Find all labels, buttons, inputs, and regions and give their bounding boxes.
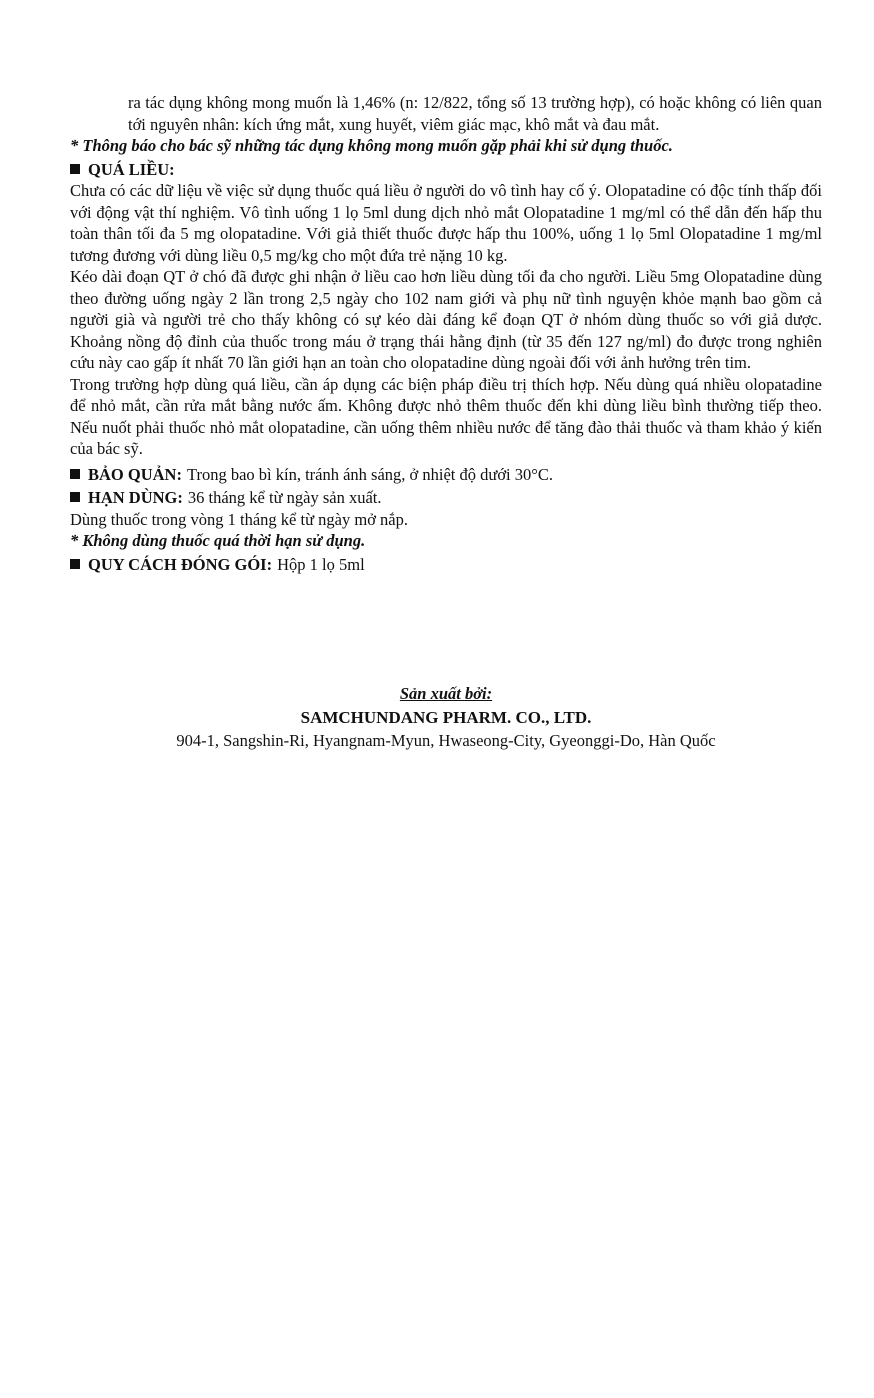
square-bullet-icon	[70, 559, 80, 569]
shelf-life-label: HẠN DÙNG:	[88, 488, 183, 507]
company-name: SAMCHUNDANG PHARM. CO., LTD.	[300, 707, 592, 727]
document-body	[70, 92, 822, 575]
notice-doctor: * Thông báo cho bác sỹ những tác dụng không mong muốn gặp phải khi sử dụng thuốc.	[70, 136, 673, 155]
expiry-warning: * Không dùng thuốc quá thời hạn sử dụng.	[70, 531, 366, 550]
company-address: 904-1, Sangshin-Ri, Hyangnam-Myun, Hwaseong-City, Gyeonggi-Do, Hàn Quốc	[176, 731, 716, 750]
square-bullet-icon	[70, 469, 80, 479]
packaging-row	[70, 554, 822, 576]
storage-text: Trong bao bì kín, tránh ánh sáng, ở nhiệt độ dưới 30°C.	[186, 464, 553, 484]
packaging-label: QUY CÁCH ĐÓNG GÓI:	[88, 554, 273, 574]
square-bullet-icon	[70, 492, 80, 502]
overdose-heading	[70, 159, 822, 181]
overdose-title: QUÁ LIỀU:	[88, 159, 175, 179]
storage-row	[70, 464, 822, 486]
shelf-life-row	[70, 487, 822, 509]
made-by-label: Sản xuất bởi:	[399, 684, 493, 703]
square-bullet-icon	[70, 164, 80, 174]
side-effects-continued: ra tác dụng không mong muốn là 1,46% (n: 12/822, tổng số 13 trường hợp), có hoặc không có liên quan tới nguyên nhân: kích ứng mắt, xung huyết, viêm giác mạc, khô mắt và đau mắt.	[128, 93, 822, 134]
overdose-paragraph-2: Kéo dài đoạn QT ở chó đã được ghi nhận ở liều cao hơn liều dùng tối đa cho người. Liều 5mg Olopatadine dùng theo đường uống ngày 2 lần trong 2,5 ngày cho 102 nam giới và phụ nữ tình nguyện khỏe mạnh bao gồm cả người già và người trẻ cho thấy không có sự kéo dài đáng kể đoạn QT ở nhóm dùng thuốc so với giả dược. Khoảng nồng độ đỉnh của thuốc trong máu ở trạng thái hằng định (từ 35 đến 127 ng/ml) đo được trong nghiên cứu này cao gấp ít nhất 70 lần giới hạn an toàn cho olopatadine dùng ngoài đối với ảnh hưởng trên tim.	[70, 267, 822, 372]
packaging-text: Hộp 1 lọ 5ml	[277, 554, 365, 574]
overdose-paragraph-3: Trong trường hợp dùng quá liều, cần áp dụng các biện pháp điều trị thích hợp. Nếu dùng quá nhiều olopatadine để nhỏ mắt, cần rửa mắt bằng nước ấm. Không được nhỏ thêm thuốc đến khi dùng liều bình thường tiếp theo. Nếu nuốt phải thuốc nhỏ mắt olopatadine, cần uống thêm nhiều nước để tăng đào thải thuốc và tham khảo ý kiến của bác sỹ.	[70, 374, 822, 458]
shelf-life-text: 36 tháng kể từ ngày sản xuất.	[187, 488, 382, 507]
storage-label: BẢO QUẢN:	[88, 464, 182, 484]
after-opening-text: Dùng thuốc trong vòng 1 tháng kể từ ngày mở nắp.	[70, 509, 408, 529]
overdose-paragraph-1: Chưa có các dữ liệu về việc sử dụng thuốc quá liều ở người do vô tình hay cố ý. Olopatadine có độc tính thấp đối với động vật thí nghiệm. Vô tình uống 1 lọ 5ml dung dịch nhỏ mắt Olopatadine 1 mg/ml có thể dẫn đến hấp thu toàn thân tối đa 5 mg olopatadine. Với giả thiết thuốc được hấp thu 100%, uống 1 lọ 5ml Olopatadine 1 mg/ml tương đương với dùng liều 0,5 mg/kg cho một đứa trẻ nặng 10 kg.	[70, 181, 822, 265]
manufacturer-block	[70, 683, 822, 752]
